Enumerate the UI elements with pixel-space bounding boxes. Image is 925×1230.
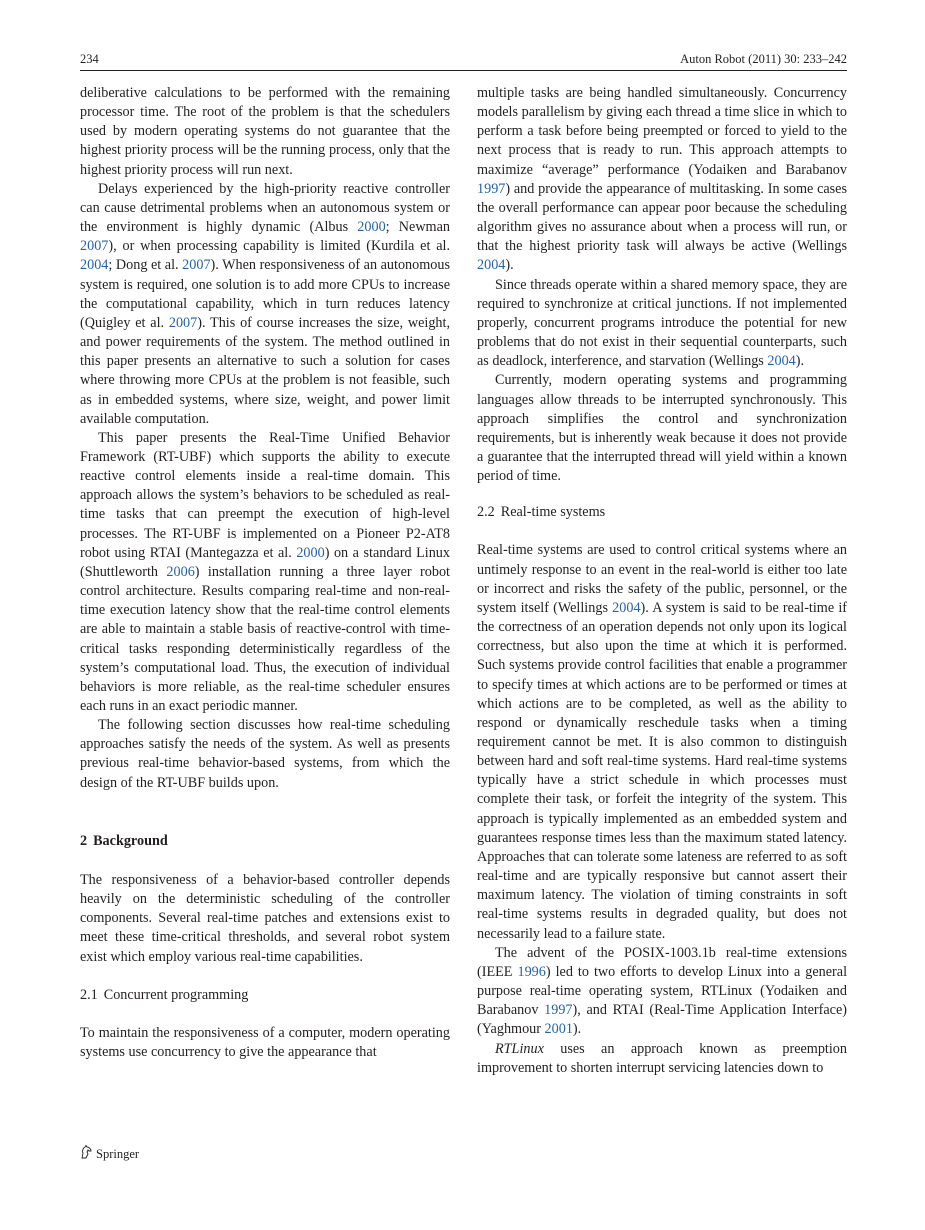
springer-horse-icon xyxy=(80,1145,96,1164)
citation-link[interactable]: 2001 xyxy=(544,1021,573,1038)
section-heading-background: 2 Background xyxy=(80,832,168,849)
emphasis-rtlinux: RTLinux xyxy=(495,1040,544,1057)
paragraph: Currently, modern operating systems and programming languages allow threads to be interrupted synchronously. This approach simplifies the control and synchronization requirements, but is inherently weak because it does not provide a guarantee that the interrupted thread will yield within a known period of time. xyxy=(477,372,847,485)
publisher-name: Springer xyxy=(96,1147,140,1161)
paragraph: RTLinux uses an approach known as preemption improvement to shorten interrupt servicing latencies down to xyxy=(477,1040,847,1076)
citation-link[interactable]: 1996 xyxy=(517,963,546,980)
paragraph: Delays experienced by the high-priority reactive controller can cause detrimental problems when an autonomous system or the environment is highly dynamic (Albus 2000; Newman 2007), or when processing capability is limited (Kurdila et al. 2004; Dong et al. 2007). When responsiveness of an autonomous system is required, one solution is to add more CPUs to increase the computational capability, which in turn reduces latency (Quigley et al. 2007). This of course increases the size, weight, and power requirements of the system. The method outlined in this paper presents an alternative to such a solution for cases where throwing more CPUs at the problem is not feasible, such as in embedded systems, where size, weight, and power limit available computation. xyxy=(80,180,450,427)
citation-link[interactable]: 2004 xyxy=(612,599,641,616)
paragraph: The advent of the POSIX-1003.1b real-time extensions (IEEE 1996) led to two efforts to develop Linux into a general purpose real-time operating system, RTLinux (Yodaiken and Barabanov 1997), and RTAI (Real-Time Application Interface) (Yaghmour 2001). xyxy=(477,944,848,1038)
header-rule xyxy=(80,70,847,71)
citation-link[interactable]: 2004 xyxy=(80,257,109,274)
citation-link[interactable]: 1997 xyxy=(477,180,506,197)
running-header xyxy=(80,50,847,68)
citation-link[interactable]: 2004 xyxy=(477,257,506,274)
citation-link[interactable]: 2004 xyxy=(767,353,796,370)
citation-link[interactable]: 2007 xyxy=(168,314,198,331)
paragraph: To maintain the responsiveness of a computer, modern operating systems use concurrency to give the appearance that xyxy=(80,1024,450,1061)
left-column xyxy=(80,84,450,1062)
paragraph: multiple tasks are being handled simultaneously. Concurrency models parallelism by giving each thread a time slice in which to perform a task before being preempted or forced to yield to the next process that is ready to run. This approach attempts to maximize “average” performance (Yodaiken and Barabanov 1997) and provide the appearance of multitasking. In some cases the overall performance can appear poor because the scheduling algorithm gives no assurance about when a process will run, or that the highest priority task will always be active (Wellings 2004). xyxy=(477,85,847,274)
citation-link[interactable]: 2007 xyxy=(182,257,211,274)
journal-citation: Auton Robot (2011) 30: 233–242 xyxy=(680,52,847,66)
subsection-heading-real-time-systems: 2.2 Real-time systems xyxy=(477,504,606,521)
citation-link[interactable]: 2007 xyxy=(80,238,109,255)
subsection-heading-concurrent-programming: 2.1 Concurrent programming xyxy=(80,986,249,1003)
page-number: 234 xyxy=(80,52,99,66)
paragraph: Since threads operate within a shared memory space, they are required to synchronize at critical junctions. If not implemented properly, concurrent programs introduce the potential for new problems that do not exist in their sequential counterparts, such as deadlock, interference, and starvation (Wellings 2004). xyxy=(477,276,847,370)
paragraph: This paper presents the Real-Time Unified Behavior Framework (RT-UBF) which supports the ability to execute reactive control elements inside a real-time domain. This approach allows the system’s behaviors to be scheduled as real-time tasks that can preempt the execution of high-level processes. The RT-UBF is implemented on a Pioneer P2-AT8 robot using RTAI (Mantegazza et al. 2000) on a standard Linux (Shuttleworth 2006) installation running a three layer robot control architecture. Results comparing real-time and non-real-time execution latency show that the real-time control elements are able to maintain a stable basis of reactive-control with time-critical tasks responding deterministically regardless of the system’s computational load. Thus, the execution of individual behaviors is more reliable, as the real-time scheduler ensures each runs in an exact periodic manner. xyxy=(80,429,450,714)
paragraph: deliberative calculations to be performed with the remaining processor time. The root of the problem is that the schedulers used by modern operating systems do not guarantee that the highest priority process will be the running process, only that the highest priority process will run next. xyxy=(80,85,450,178)
right-column xyxy=(477,84,847,1078)
citation-link[interactable]: 2000 xyxy=(357,219,386,236)
paragraph: The following section discusses how real-time scheduling approaches satisfy the needs of the system. As well as presents previous real-time behavior-based systems, from which the design of the RT-UBF builds upon. xyxy=(80,717,450,791)
citation-link[interactable]: 1997 xyxy=(544,1002,573,1019)
citation-link[interactable]: 2000 xyxy=(296,544,325,561)
paragraph: Real-time systems are used to control critical systems where an untimely response to an event in the real-world is either too late or incorrect and risks the safety of the public, personnel, or the system itself (Wellings 2004). A system is said to be real-time if the correctness of an operation depends not only upon its logical correctness, but also upon the time at which it is performed. Such systems provide control facilities that enable a programmer to specify times at which actions are to be performed or times at which actions are to be completed, as well as the ability to respond or dynamically reschedule tasks when a timing requirement cannot be met. It is also common to distinguish between hard and soft real-time systems. Hard real-time systems typically have a strict schedule in which processes must complete their task, or forfeit the integrity of the system. This approach is typically implemented as an embedded system and guarantees response times less than the maximum stated latency. Approaches that can tolerate some lateness are referred to as soft real-time and are typically responsive but cannot assert their maximum latency. The violation of timing constraints in soft real-time systems results in degraded quality, but does not necessarily lead to a failure state. xyxy=(477,542,847,942)
citation-link[interactable]: 2006 xyxy=(166,563,195,580)
paragraph: The responsiveness of a behavior-based controller depends heavily on the deterministic scheduling of the controller components. Several real-time patches and extensions exist to meet these time-critical thresholds, and several robot system exist which employ various real-time capabilities. xyxy=(80,871,450,965)
publisher-footer xyxy=(80,1145,139,1163)
